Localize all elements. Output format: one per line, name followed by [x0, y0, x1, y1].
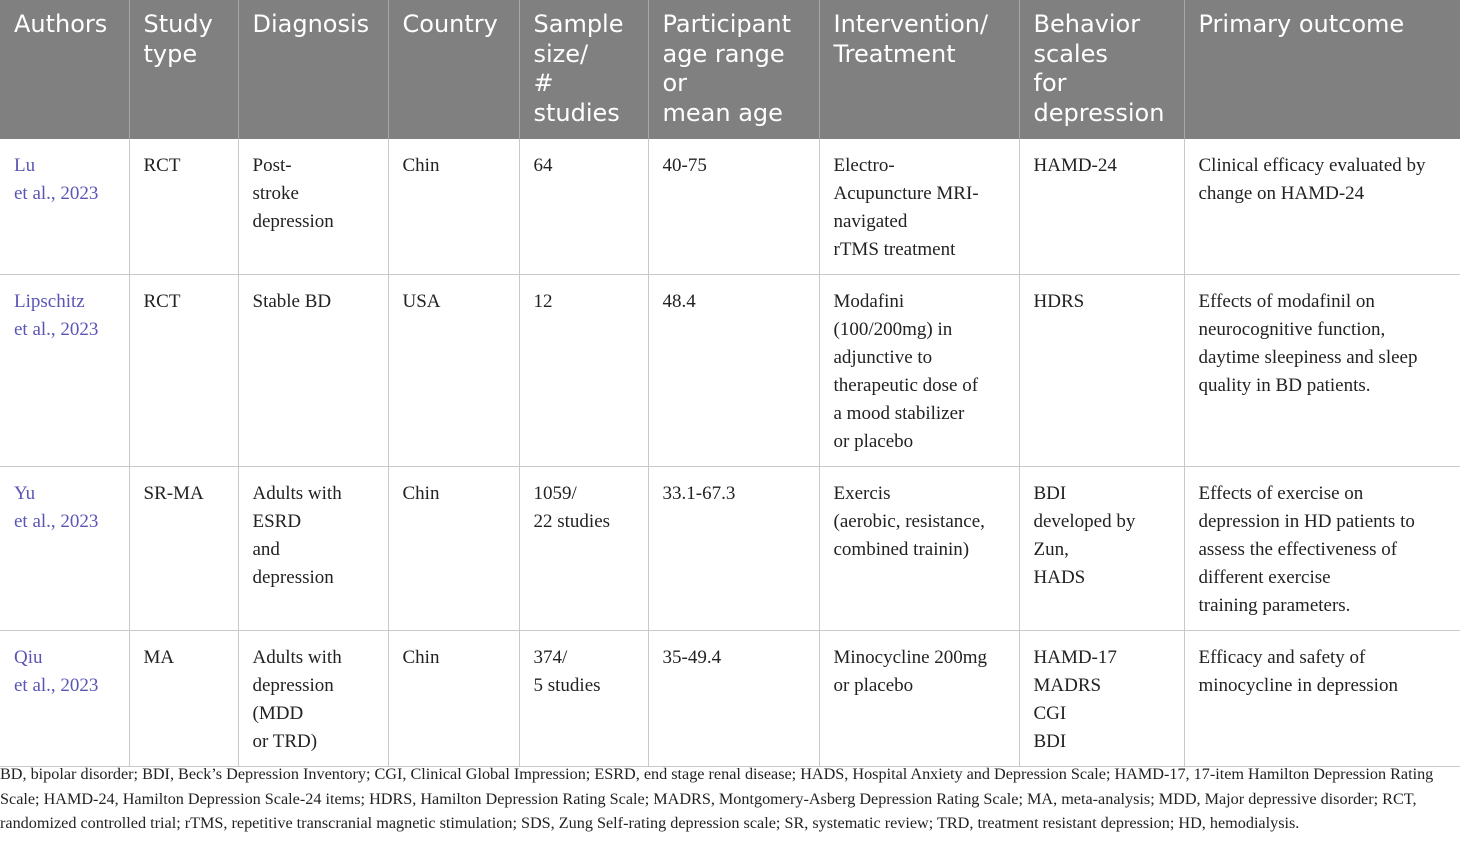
diagnosis-cell: Adults with depression (MDD or TRD) [238, 631, 388, 767]
study-type-cell: RCT [129, 275, 238, 467]
primary-outcome-cell: Clinical efficacy evaluated by change on HAMD-24 [1184, 139, 1460, 275]
header-primary-outcome: Primary outcome [1184, 0, 1460, 139]
sample-size-cell: 374/ 5 studies [519, 631, 648, 767]
author-link[interactable]: Lu et al., 2023 [0, 139, 129, 275]
age-cell: 33.1-67.3 [648, 467, 819, 631]
table-row [0, 631, 1460, 767]
header-diagnosis: Diagnosis [238, 0, 388, 139]
header-country: Country [388, 0, 519, 139]
diagnosis-cell: Adults with ESRD and depression [238, 467, 388, 631]
table-row [0, 139, 1460, 275]
primary-outcome-cell: Effects of modafinil on neurocognitive function, daytime sleepiness and sleep quality in BD patients. [1184, 275, 1460, 467]
header-sample-size: Sample size/ # studies [519, 0, 648, 139]
study-type-cell: SR-MA [129, 467, 238, 631]
sample-size-cell: 12 [519, 275, 648, 467]
diagnosis-cell: Stable BD [238, 275, 388, 467]
author-link[interactable]: Lipschitz et al., 2023 [0, 275, 129, 467]
intervention-cell: Minocycline 200mg or placebo [819, 631, 1019, 767]
header-authors: Authors [0, 0, 129, 139]
author-link[interactable]: Qiu et al., 2023 [0, 631, 129, 767]
behavior-scales-cell: HAMD-24 [1019, 139, 1184, 275]
sample-size-cell: 64 [519, 139, 648, 275]
study-type-cell: RCT [129, 139, 238, 275]
table-row [0, 467, 1460, 631]
behavior-scales-cell: BDI developed by Zun, HADS [1019, 467, 1184, 631]
behavior-scales-cell: HDRS [1019, 275, 1184, 467]
diagnosis-cell: Post- stroke depression [238, 139, 388, 275]
study-type-cell: MA [129, 631, 238, 767]
primary-outcome-cell: Efficacy and safety of minocycline in depression [1184, 631, 1460, 767]
author-link[interactable]: Yu et al., 2023 [0, 467, 129, 631]
country-cell: USA [388, 275, 519, 467]
intervention-cell: Electro- Acupuncture MRI- navigated rTMS treatment [819, 139, 1019, 275]
header-intervention: Intervention/ Treatment [819, 0, 1019, 139]
primary-outcome-cell: Effects of exercise on depression in HD patients to assess the effectiveness of different exercise training parameters. [1184, 467, 1460, 631]
behavior-scales-cell: HAMD-17 MADRS CGI BDI [1019, 631, 1184, 767]
header-study-type: Study type [129, 0, 238, 139]
country-cell: Chin [388, 139, 519, 275]
age-cell: 40-75 [648, 139, 819, 275]
sample-size-cell: 1059/ 22 studies [519, 467, 648, 631]
age-cell: 48.4 [648, 275, 819, 467]
country-cell: Chin [388, 631, 519, 767]
country-cell: Chin [388, 467, 519, 631]
header-behavior-scales: Behavior scales for depression [1019, 0, 1184, 139]
table-row [0, 275, 1460, 467]
header-age: Participant age range or mean age [648, 0, 819, 139]
intervention-cell: Exercis (aerobic, resistance, combined trainin) [819, 467, 1019, 631]
intervention-cell: Modafini (100/200mg) in adjunctive to therapeutic dose of a mood stabilizer or placebo [819, 275, 1019, 467]
table-footnote: BD, bipolar disorder; BDI, Beck’s Depression Inventory; CGI, Clinical Global Impression; ESRD, end stage renal disease; HADS, Hospital Anxiety and Depression Scale; HAMD-17, 17-item Hamilton Depression Rating Scale; HAMD-24, Hamilton Depression Scale-24 items; HDRS, Hamilton Depression Rating Scale; MADRS, Montgomery-Asberg Depression Rating Scale; MA, meta-analysis; MDD, Major depressive disorder; RCT, randomized controlled trial; rTMS, repetitive transcranial magnetic stimulation; SDS, Zung Self-rating depression scale; SR, systematic review; TRD, treatment resistant depression; HD, hemodialysis. [0, 765, 1434, 833]
header-row [0, 0, 1460, 139]
age-cell: 35-49.4 [648, 631, 819, 767]
